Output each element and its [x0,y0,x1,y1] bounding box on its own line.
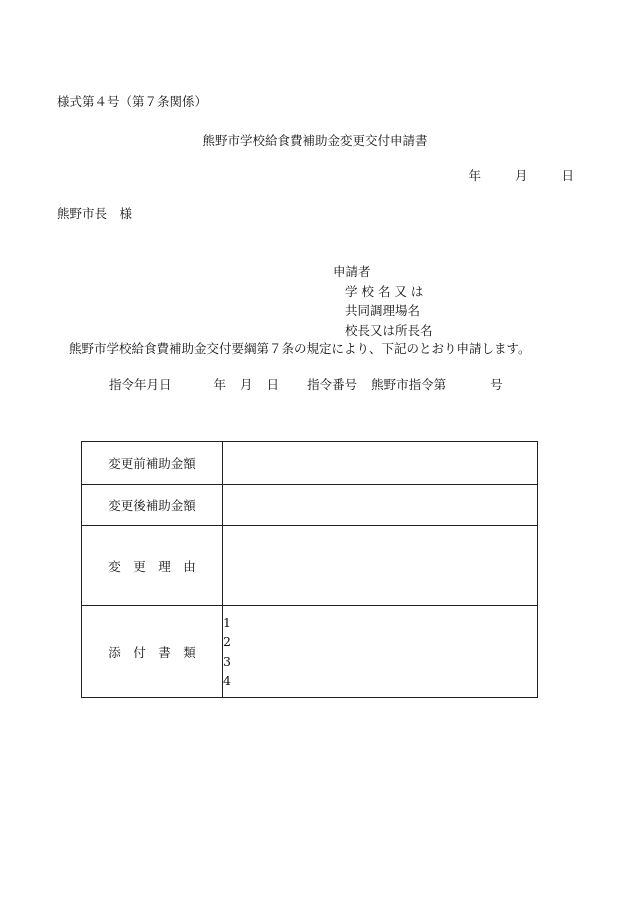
directive-year: 年 [213,377,227,392]
date-month: 月 [514,168,528,183]
directive-month: 月 [240,377,253,392]
applicant-block [333,262,433,340]
applicant-heading: 申請者 [333,264,371,279]
directive-line [109,379,503,392]
attachment-item: 3 [223,653,231,669]
field-change-reason[interactable] [223,526,538,606]
date-year: 年 [468,168,481,183]
addressee: 熊野市長 様 [57,206,133,221]
date-day: 日 [561,168,574,183]
directive-date-label: 指令年月日 [109,377,172,392]
field-amount-after[interactable] [223,485,538,526]
applicant-kitchen-name-label: 共同調理場名 [345,303,421,318]
field-attachments[interactable] [223,606,538,698]
label-amount-after: 変更後補助金額 [82,485,223,526]
application-table [81,441,538,698]
directive-day: 日 [266,377,280,392]
document-title: 熊野市学校給食費補助金変更交付申請書 [202,133,428,148]
applicant-principal-name-label: 校長又は所長名 [345,322,433,338]
attachment-item: 1 [223,614,231,630]
label-change-reason: 変 更 理 由 [82,526,223,606]
application-date [468,170,574,183]
field-amount-before[interactable] [223,442,538,485]
applicant-school-name-label: 学 校 名 又 は [345,283,424,299]
label-attachments: 添 付 書 類 [82,606,223,698]
attachment-item: 2 [223,634,231,649]
table-row [82,526,538,606]
directive-number-prefix: 熊野市指令第 [371,377,447,392]
table-row [82,606,538,698]
directive-number-suffix: 号 [490,377,503,392]
table-row [82,442,538,485]
label-amount-before: 変更前補助金額 [82,442,223,485]
form-number: 様式第４号（第７条関係） [57,94,208,109]
table-row [82,485,538,526]
attachment-item: 4 [223,673,231,688]
directive-number-label: 指令番号 [307,377,358,392]
body-text: 熊野市学校給食費補助金交付要綱第７条の規定により、下記のとおり申請します。 [69,341,531,356]
